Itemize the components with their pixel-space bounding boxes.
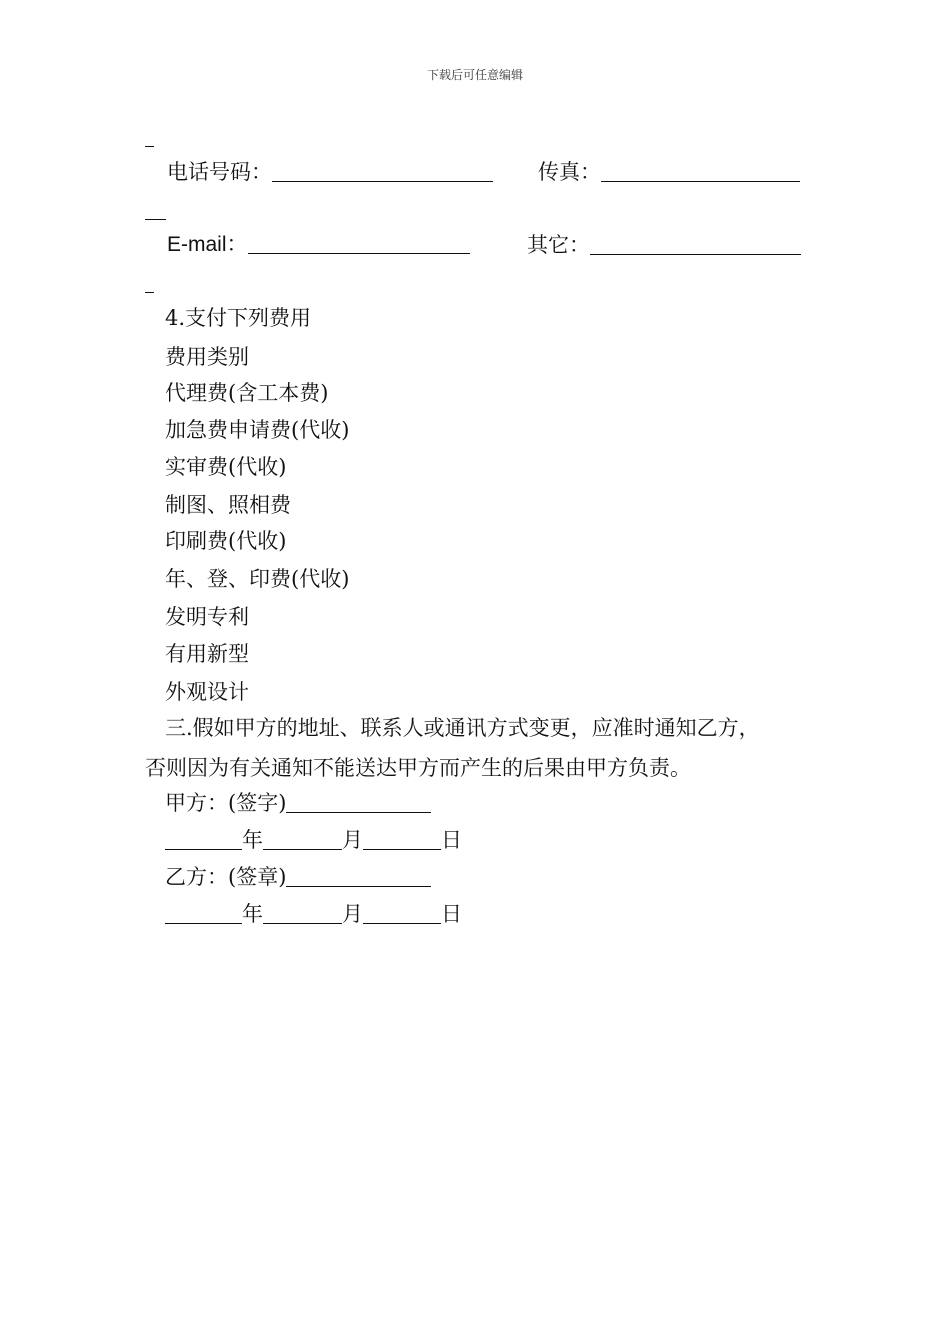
page-header: 下载后可任意编辑: [426, 68, 523, 82]
phone-label: 电话号码：: [167, 160, 272, 184]
phone-field[interactable]: [272, 161, 493, 182]
fax-label: 传真：: [538, 160, 601, 184]
party-a-row: [165, 789, 431, 817]
month-label: 月: [342, 828, 363, 852]
fee-item: 费用类别: [165, 345, 249, 369]
month-field[interactable]: [263, 903, 342, 924]
day-field[interactable]: [363, 829, 441, 850]
fee-item: 制图、照相费: [165, 493, 291, 517]
party-b-row: [165, 863, 431, 891]
fee-item: 发明专利: [165, 605, 249, 629]
year-label: 年: [242, 828, 263, 852]
day-label: 日: [441, 828, 462, 852]
underline-tail: [145, 146, 154, 147]
fee-item: 印刷费(代收): [165, 529, 287, 553]
month-label: 月: [342, 902, 363, 926]
email-row: [167, 231, 470, 259]
underline-tail: [145, 219, 166, 220]
party-a-label: 甲方：(签字): [165, 791, 287, 815]
year-field[interactable]: [165, 903, 242, 924]
fee-item: 外观设计: [165, 680, 249, 704]
day-field[interactable]: [363, 903, 441, 924]
party-b-date-row: [165, 900, 462, 928]
fax-row: [538, 158, 800, 186]
fee-item: 年、登、印费(代收): [165, 567, 350, 591]
underline-tail: [145, 292, 154, 293]
fee-item: 加急费申请费(代收): [165, 418, 350, 442]
contact-row-1: [167, 158, 493, 186]
section-4-title: 4.支付下列费用: [165, 306, 312, 330]
email-field[interactable]: [248, 233, 470, 254]
year-field[interactable]: [165, 829, 242, 850]
fee-item: 实审费(代收): [165, 455, 287, 479]
fax-field[interactable]: [601, 161, 800, 182]
email-label: E-mail：: [167, 233, 248, 256]
fee-item: 代理费(含工本费): [165, 381, 329, 405]
other-label: 其它：: [527, 233, 590, 257]
day-label: 日: [441, 902, 462, 926]
fee-item: 有用新型: [165, 642, 249, 666]
year-label: 年: [242, 902, 263, 926]
clause-3-line-2: 否则因为有关通知不能送达甲方而产生的后果由甲方负责。: [145, 756, 691, 780]
month-field[interactable]: [263, 829, 342, 850]
party-a-signature-field[interactable]: [286, 792, 431, 813]
party-a-date-row: [165, 826, 462, 854]
clause-3-line-1: 三.假如甲方的地址、联系人或通讯方式变更，应准时通知乙方，: [165, 716, 760, 740]
party-b-signature-field[interactable]: [286, 866, 431, 887]
party-b-label: 乙方：(签章): [165, 865, 287, 889]
other-row: [527, 231, 801, 259]
other-field[interactable]: [590, 234, 801, 255]
